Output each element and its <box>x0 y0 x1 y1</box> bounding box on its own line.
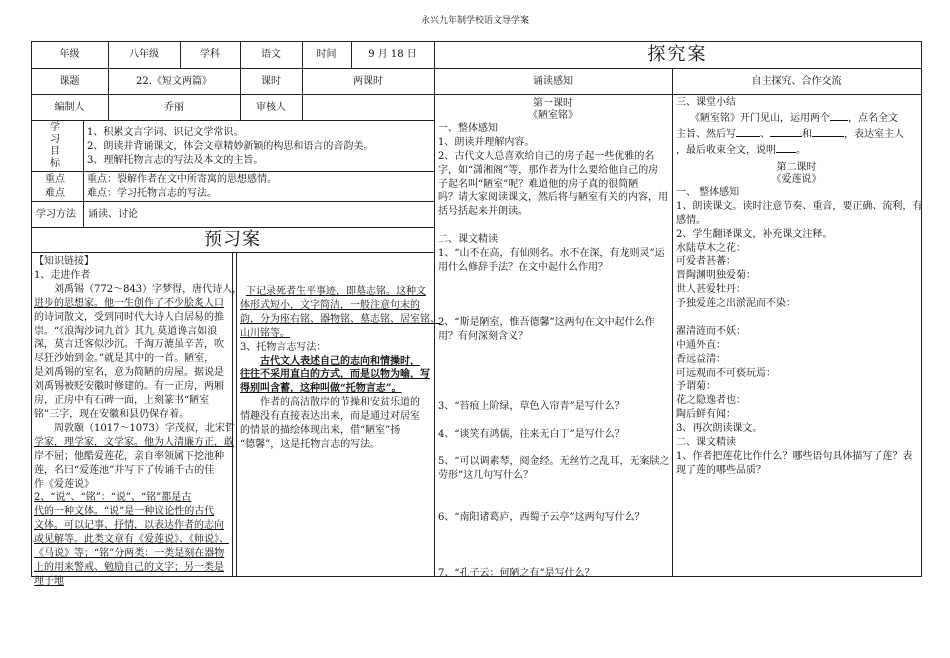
b-title-1: 第二课时 <box>776 162 817 173</box>
inquiry-title: 探究案 <box>647 44 708 65</box>
grade-value: 八年级 <box>129 49 159 60</box>
grid-line <box>31 41 32 577</box>
preview-col2: 下记录死者生平事迹，即墓志铭。这种文 体形式短小，文字简洁，一般注意句末的 韵，分为座右铭、器物铭、墓志铭、居室铭、 山川铭等。 3、托物言志写法： 古代文人表述自己的志向和情操时， 往往不采用直白的方式，而是以物为喻，写 得别叫含蓄，这种叫做“托物言志”。 作者的高洁散岸的节操和安贫乐道的 情趣没有直接表达出来，而是通过对居室 的情景的描绘体现出来，借“陋室”扬 “德馨”，这是托物言志的写法。 <box>240 286 440 450</box>
grade-label: 年级 <box>59 49 80 60</box>
text-line <box>438 525 669 539</box>
key-list: 重点：裂解作者在文中所寄寓的思想感情。 难点：学习托物言志的写法。 <box>87 174 277 199</box>
method-label: 学习方法 <box>36 209 76 220</box>
text-line <box>438 386 669 400</box>
text-line: 二、课文精读 <box>676 437 736 449</box>
text-line: 3、“苔痕上阶绿，草色入帘青”是写什么？ <box>438 400 625 412</box>
text-line <box>438 483 669 497</box>
subject-value: 语文 <box>261 49 281 60</box>
text-line: 劳形”这几句写什么？ <box>438 470 534 482</box>
text-line: 括号括起来并朗读。 <box>438 206 528 218</box>
grid-line <box>83 201 84 227</box>
subject-label: 学科 <box>200 49 220 60</box>
editor-label: 编制人 <box>54 102 85 113</box>
text-line: 字，如“潇湘阁”等，那作者为什么要给他自己的房 <box>438 164 659 176</box>
text-line <box>438 441 669 455</box>
editor-value: 乔丽 <box>164 102 184 113</box>
text-line <box>438 553 669 567</box>
text-line <box>438 303 669 317</box>
text-line <box>438 497 669 511</box>
text-line: 晋陶渊明独爱菊： <box>676 270 756 282</box>
key-label: 重点 难点 <box>45 174 65 199</box>
grid-line <box>31 41 921 42</box>
text-line <box>438 344 669 358</box>
text-line: 5、“可以调素琴，阅金经。无丝竹之乱耳，无案牍之 <box>438 456 670 468</box>
a-title-1: 第一课时 <box>533 98 573 109</box>
time-label: 时间 <box>316 49 337 60</box>
date-value: 9 月 18 日 <box>368 49 417 60</box>
col-b-content <box>676 186 922 478</box>
text-line <box>438 414 669 428</box>
text-line: 一、 整体感知 <box>676 187 740 198</box>
text-line: 1、“山不在高，有仙则名。水不在深，有龙则灵”运 <box>438 248 665 260</box>
text-line: 6、“南阳诸葛庐，西蜀子云亭”这两句写什么？ <box>438 511 645 523</box>
grid-line <box>31 94 921 95</box>
text-line: 现了莲的哪些品质？ <box>676 464 766 476</box>
text-line: 2、学生翻译课文，补充课文注释。 <box>676 228 833 240</box>
text-line <box>438 289 669 303</box>
lesson-value: 22.《短文两篇》 <box>136 76 212 87</box>
text-line: 中通外直： <box>676 339 726 351</box>
a-title-2: 《陋室铭》 <box>528 110 578 121</box>
reviewer-label: 审核人 <box>256 102 286 113</box>
page-header: 永兴九年制学校语文导学案 <box>420 16 529 26</box>
text-line: 2、“斯是陋室，惟吾德馨”这两句在文中起什么作 <box>438 317 655 329</box>
text-line: 世人甚爱牡丹： <box>676 284 746 296</box>
text-line: 4、“谈笑有鸿儒，往来无白丁”是写什么？ <box>438 428 625 440</box>
lesson-label: 课题 <box>59 76 80 87</box>
b-title-2: 《爱莲说》 <box>771 174 822 185</box>
col-a-header: 诵读感知 <box>533 76 573 87</box>
text-line: 陶后鲜有闻： <box>676 409 736 421</box>
text-line: 2、古代文人总喜欢给自己的房子起一些优雅的名 <box>438 150 655 162</box>
text-line <box>438 372 669 386</box>
text-line: 用什么修辞手法？在文中起什么作用？ <box>438 261 608 273</box>
text-line: 可爱者甚蕃： <box>676 256 736 268</box>
text-line <box>438 358 669 372</box>
grid-line <box>302 94 303 120</box>
grid-line <box>31 171 434 172</box>
text-line: 予独爱莲之出淤泥而不染： <box>676 298 796 310</box>
method-value: 诵读、讨论 <box>88 209 138 220</box>
text-line: 用？有何深刻含义？ <box>438 331 528 343</box>
text-line: 水陆草木之花： <box>676 242 746 254</box>
text-line <box>438 275 669 289</box>
period-label: 课时 <box>261 76 281 87</box>
grid-line <box>672 68 673 577</box>
text-line: 一、整体感知 <box>438 123 498 134</box>
preview-title: 预习案 <box>204 229 261 250</box>
text-line: 7、“孔子云：何陋之有”是写什么？ <box>438 567 595 579</box>
text-line <box>438 539 669 553</box>
text-line: 香远益清： <box>676 353 726 365</box>
col-b-summary: 三、课堂小结 《陋室铭》开门见山，运用两个 ，点名全文 主旨、然后写 、 和 ，表达室主人 ，最后收束全文，说明 。 <box>676 97 904 156</box>
grid-line <box>31 68 921 69</box>
text-line <box>676 311 922 325</box>
goals-label: 学 习 目 标 <box>50 122 60 169</box>
col-b-header: 自主探究、合作交流 <box>751 76 842 87</box>
text-line <box>438 219 669 233</box>
grid-line <box>31 120 434 121</box>
text-line: 子起名叫“陋室”呢？难道他的房子真的很简陋 <box>438 178 639 190</box>
text-line: 吗？请大家阅读课文，然后将与陋室有关的内容，用 <box>438 192 668 204</box>
goals-list: 1、积累文言字词、识记文学常识。 2、朗读并背诵课文，体会文章精妙新颖的构思和语言的音韵美。 3、理解托物言志的写法及本文的主旨。 <box>87 127 374 166</box>
text-line: 濯清涟而不妖： <box>676 325 746 337</box>
preview-col1: 【知识链接】 1、走进作者 刘禹锡（772～843）字梦得，唐代诗人， 进步的思想家。他一生创作了不少脍炙人口 的诗词散文，受到同时代大诗人白居易的推 崇。“《浪淘沙词九首》其九 莫道谗言如浪 深，莫言迁客似沙沉。千淘万漉虽辛苦，吹 尽狂沙始到金。”就是其中的一首。陋室， 是刘禹锡的室名，意为简陋的房屋。据说是 刘禹锡被贬安徽时修建的。有一正房，两厢 房，正房中有石碑一面，上刻篆书“陋室 铭”三字，现在安徽和县仍保存着。 周敦颐（1017～1073）字茂叔，北宋哲 学家，理学家，文学家。他为人清廉方正，敢 岸不屈；他酷爱莲花，亲自率领属下挖池种 莲，名曰“爱莲池”并写下了传诵千古的佳 作《爱莲说》 2、“说”、“铭”：“说”、“铭”都是古 代的一种文体。“说”是一种议论性的古代 文体。可以记事、抒情，以表达作者的志向 或见解等。此类文章有《爱莲说》、《师说》、 《马说》等；“铭”分两类：一类是刻在器物 上的用来警戒、勉励自己的文字；另一类是 埋于地 <box>34 256 243 587</box>
text-line: 予谓菊： <box>676 381 716 393</box>
col-a-content <box>438 122 669 580</box>
text-line: 可远观而不可亵玩焉： <box>676 367 776 379</box>
text-line: 花之隐逸者也： <box>676 395 746 407</box>
text-line: 1、朗读课文。读时注意节奏、重音，要正确、流利，有 <box>676 200 923 212</box>
text-line: 二、课文精读 <box>438 234 498 246</box>
period-value: 两课时 <box>353 76 383 87</box>
text-line: 1、朗读并理解内容。 <box>438 136 535 148</box>
grid-line <box>31 201 434 202</box>
grid-line <box>31 227 434 228</box>
text-line: 3、再次朗读课文。 <box>676 423 763 435</box>
text-line: 感情。 <box>676 214 706 226</box>
text-line: 1、作者把莲花比作什么？哪些语句具体描写了莲？表 <box>676 450 913 462</box>
